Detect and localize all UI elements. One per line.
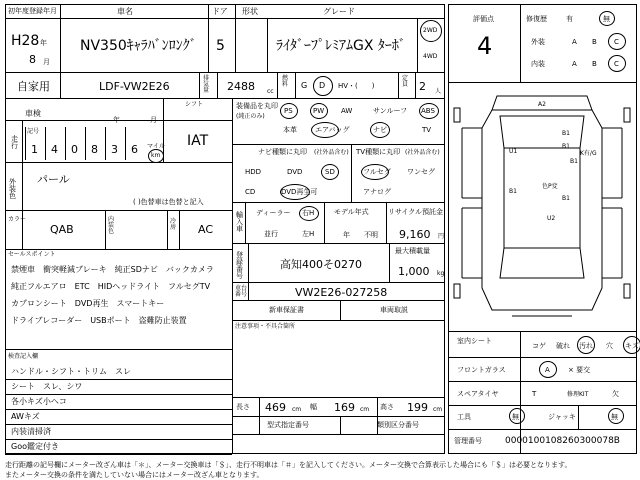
tv-fullseg: フルセグ [363,168,391,176]
repair-none: 無 [603,15,610,23]
inspector-note: シート スレ、シワ [11,382,83,391]
mileage-digit: 3 [111,143,118,156]
max-load: 1,000 [398,265,430,278]
mileage-digit: 6 [131,143,138,156]
mileage-digit: 8 [91,143,98,156]
int-grade-c: C [614,60,619,68]
car-name: NV350ｷｬﾗﾊﾞﾝﾛﾝｸﾞ [80,38,197,54]
length: 469 [265,401,286,414]
mileage-digit: 0 [71,143,78,156]
handle-right: 右H [302,209,315,217]
mileage-digit: 4 [51,143,58,156]
displacement: 2488 [227,80,255,93]
seat-dirt: 汚れ [579,342,593,350]
inspector-note: AWキズ [11,412,40,421]
sales-point: 純正フルエアロ ETC HIDヘッドライト フルセグTV [11,282,211,291]
nav-sd: SD [325,168,335,176]
sales-point: カプロンシート DVD再生 スマートキー [11,299,165,308]
exterior-color: パール [37,173,70,186]
equip-tv: TV [422,126,432,134]
inspector-note: 各小キズ小ヘコ [11,397,67,406]
svg-text:B1: B1 [509,188,517,195]
jack-none: 無 [611,413,618,421]
model-label: 形状 [242,7,258,16]
shift: IAT [187,133,209,149]
seat-scratch: キズ [625,342,639,350]
equip-navi: ナビ [373,126,387,134]
svg-text:B1: B1 [570,158,578,165]
equip-airbag: エアバッグ [315,126,350,134]
svg-text:B1: B1 [562,143,570,150]
reg-date-label: 初年度登録年月 [8,7,57,15]
ext-grade-c: C [614,38,619,46]
door-label: ドア [212,7,228,16]
sales-point: 禁煙車 衝突軽減ブレーキ 純正SDナビ バックカメラ [11,265,214,274]
drive-4wd: 4WD [423,53,438,60]
svg-text:K有/G: K有/G [580,150,597,157]
grade-label: グレード [323,7,355,16]
equip-leather: 本革 [283,126,297,134]
inspector-note: 内装清掃済 [11,427,51,436]
doors: 5 [216,38,225,54]
height: 199 [407,401,428,414]
fuel-d: D [319,81,326,90]
color-code: QAB [50,223,74,236]
svg-text:U1: U1 [509,148,518,155]
recycle-amount: 9,160 [399,228,431,241]
equip-pw: PW [313,107,325,115]
mileage-digit: 1 [31,143,38,156]
month: 8 [29,53,36,66]
equip-abs: ABS [421,107,435,115]
inspection-sheet: 初年度登録年月 車名 ドア 形状 グレード H28 年 8 月 NV350ｷｬﾗﾊﾞﾝﾛﾝｸﾞ 5 ﾗｲﾀﾞｰﾌﾟﾚﾐｱﾑGX ﾀｰﾎﾞ 2WD 4WD 自家用 LDF-VW2E26 排気量 2488 cc 燃料 G D HV・( ) 定員 2 人 車検 年 月 シフト IAT 記号 走行 マイル km 外装色 パール ( )色替車は色替と記入 カラー QAB 内装色 冷房 AC セールスポイント 検査記入欄 装備品を丸印 (純正のみ) PS PW AW サンルーフ ABS 本革 エアバッグ ナビ TV ナビ種類に丸印 (社外品含む) HDD DVD SD CD DVD再生可 TV種類に丸印 (社外品含む) フルセグ ワンセグ アナログ 輸入車 ディーラー 右H 並行 左H モデル年式 年 不明 リサイクル預託金 9,160 円 登録番号 高知400そ0270 最大積載量 1,000 kg 車台番号 VW2E26-027258 新車保証書 車両取説 注意事項・不具合箇所 長さ 469 cm 幅 169 cm 高さ 199 cm 型式指定番号 類別区分番号 評価点 4 修復歴 有 無 外装 A B C 内装 A B C A2 B1 B1 U1 B1 B1 K有/G B1 色P変 U2 室内シート コゲ 破れ 汚れ 穴 キズ フロントガラス A × 要交 スペアタイヤ T 修理KIT 欠 工具 無 ジャッキ 無 管理番号 0000100108260300078B 1 4 0 8 3 6 禁煙車 衝突軽減ブレーキ 純正SDナビ バックカメラ 純正フルエアロ ETC HIDヘッドライト フルセグTV カプロンシート DVD再生 スマートキー ドライブレコーダー USBポート 盗難防止装置 ハンドル・シフト・トリム スレ シート スレ、シワ 各小キズ小ヘコ AWキズ 内装清掃済 Goo鑑定付き [5,4,637,459]
use-type: 自家用 [17,80,50,93]
drive-2wd: 2WD [423,27,438,34]
svg-text:U2: U2 [547,215,556,222]
rating-score: 4 [477,32,493,60]
management-number: 0000100108260300078B [505,436,620,446]
inspector-note: Goo鑑定付き [11,442,59,451]
era: H28 [11,33,40,49]
front-glass-a: A [545,366,550,374]
name-label: 車名 [117,7,133,16]
vehicle-damage-diagram [452,88,634,326]
inspector-note: ハンドル・シフト・トリム スレ [11,367,131,376]
footer-note-1: 走行距離の記号欄にメーター改ざん車は「＊」、メーター交換車は「＄」、走行不明車は「＃」を記入してください。メーター交換で合算表示した場合にも「＄」は必要となります。 [5,461,572,469]
type-code: LDF-VW2E26 [99,80,170,93]
damage-a2: A2 [538,101,546,108]
grade: ﾗｲﾀﾞｰﾌﾟﾚﾐｱﾑGX ﾀｰﾎﾞ [276,38,406,54]
svg-text:色P変: 色P変 [542,183,558,190]
equip-aw: AW [341,107,353,115]
tools-none: 無 [512,413,519,421]
ac: AC [198,223,214,236]
equip-sunroof: サンルーフ [373,107,408,115]
nav-dvd-play: DVD再生可 [281,188,318,196]
equip-ps: PS [284,107,293,115]
plate-number: 高知400そ0270 [280,258,362,271]
footer-note-2: またメーター交換の条件を満たしていない場合にはメーター改ざん車となります。 [5,471,264,479]
width: 169 [334,401,355,414]
capacity: 2 [419,80,426,93]
sales-point: ドライブレコーダー USBポート 盗難防止装置 [11,316,187,325]
svg-text:B1: B1 [562,130,570,137]
chassis-number: VW2E26-027258 [295,286,388,299]
svg-text:B1: B1 [562,195,570,202]
